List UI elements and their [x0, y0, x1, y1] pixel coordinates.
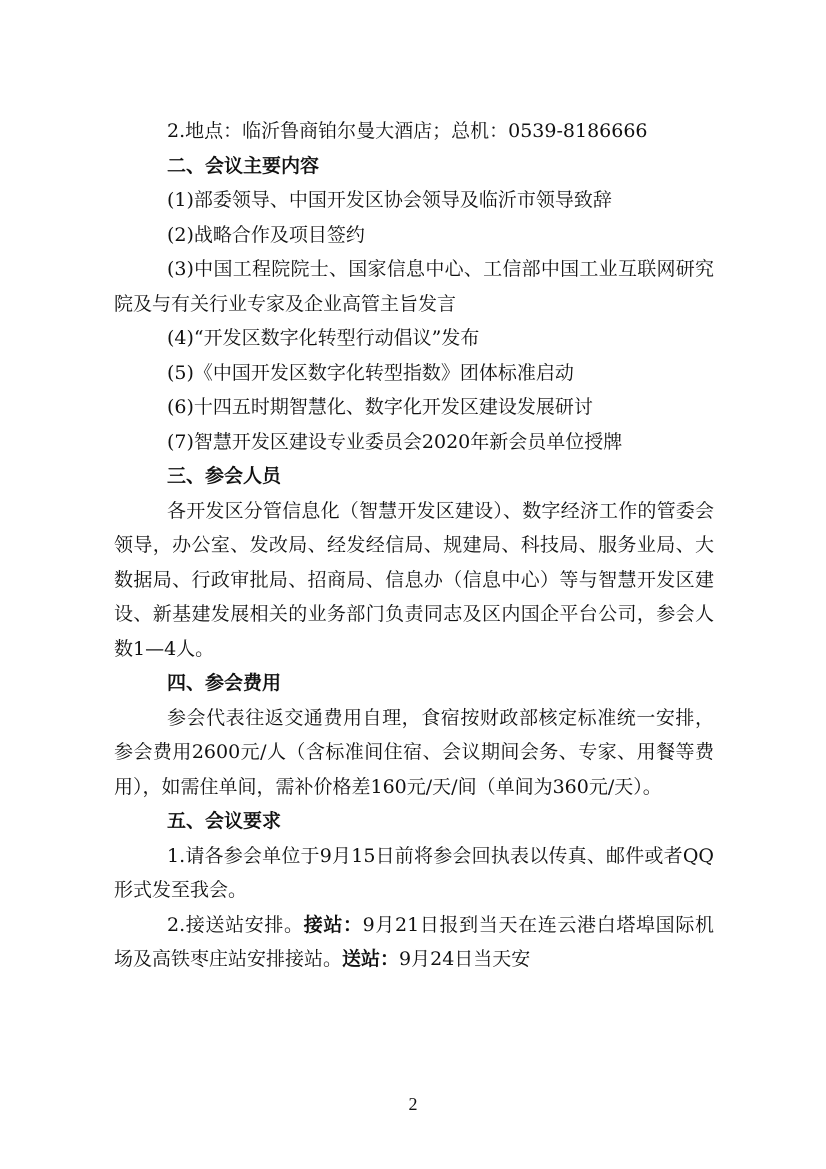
location-line: 2.地点：临沂鲁商铂尔曼大酒店；总机：0539-8186666: [167, 120, 648, 142]
section5-heading: 五、会议要求: [167, 810, 282, 832]
section4-body: 参会代表往返交通费用自理，食宿按财政部核定标准统一安排，参会费用2600元/人（含标准间住宿、会议期间会务、专家、用餐等费用），如需住单间，需补价格差160元/天/间（单间为360元/天）。: [114, 706, 714, 798]
section5-item2: [114, 908, 714, 977]
section2-item: (7)智慧开发区建设专业委员会2020年新会员单位授牌: [167, 430, 623, 453]
item2-prefix: 2.接送站安排。: [167, 913, 304, 936]
dropoff-label: 送站：: [342, 948, 400, 970]
section2-item: (6)十四五时期智慧化、数字化开发区建设发展研讨: [167, 396, 593, 418]
page-number: 2: [408, 1094, 418, 1114]
section2-item: (3)中国工程院院士、国家信息中心、工信部中国工业互联网研究院及与有关行业专家及企业高管主旨发言: [114, 258, 714, 315]
section4-heading: 四、参会费用: [167, 672, 282, 694]
section2-item: (2)战略合作及项目签约: [167, 223, 365, 246]
section2-item: (5)《中国开发区数字化转型指数》团体标准启动: [167, 361, 574, 384]
section2-heading: 二、会议主要内容: [167, 154, 320, 177]
dropoff-text: 9月24日当天安: [399, 948, 531, 970]
section2-item: (1)部委领导、中国开发区协会领导及临沂市领导致辞: [167, 189, 612, 211]
section3-heading: 三、参会人员: [167, 465, 282, 487]
document-body: [114, 114, 714, 977]
section2-item: (4)“开发区数字化转型行动倡议”发布: [167, 327, 480, 349]
section3-body: 各开发区分管信息化（智慧开发区建设）、数字经济工作的管委会领导，办公室、发改局、经发经信局、规建局、科技局、服务业局、大数据局、行政审批局、招商局、信息办（信息中心）等与智慧开发区建设、新基建发展相关的业务部门负责同志及区内国企平台公司，参会人数1—4人。: [114, 499, 714, 660]
pickup-label: 接站：: [303, 913, 363, 936]
pickup-text: 9月21日报到当天在连云港白塔埠国际机场及高铁枣庄站安排接站。: [114, 913, 714, 970]
section5-item1: 1.请各参会单位于9月15日前将参会回执表以传真、邮件或者QQ形式发至我会。: [114, 844, 714, 901]
